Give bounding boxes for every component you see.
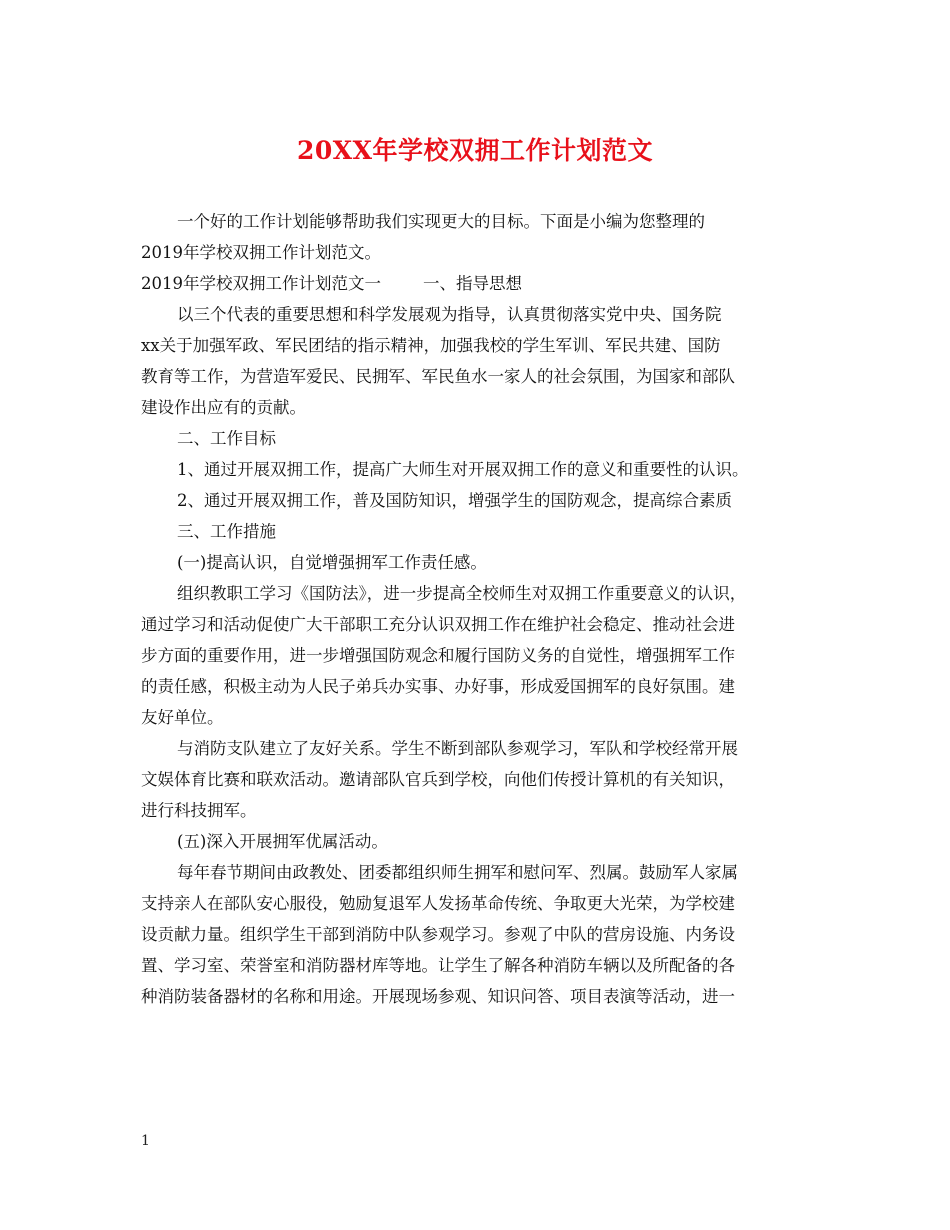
document-body: [141, 206, 813, 1012]
paragraph-line: 步方面的重要作用，进一步增强国防观念和履行国防义务的自觉性，增强拥军工作: [141, 646, 735, 665]
paragraph-line: 通过学习和活动促使广大干部职工充分认识双拥工作在维护社会稳定、推动社会进: [141, 615, 735, 634]
paragraph-line: 种消防装备器材的名称和用途。开展现场参观、知识问答、项目表演等活动，进一: [141, 987, 735, 1006]
paragraph-line: 置、学习室、荣誉室和消防器材库等地。让学生了解各种消防车辆以及所配备的各: [141, 956, 735, 975]
paragraph-line: 教育等工作，为营造军爱民、民拥军、军民鱼水一家人的社会氛围，为国家和部队: [141, 367, 735, 386]
sub-heading: (五)深入开展拥军优属活动。: [177, 832, 388, 851]
section-heading: 三、工作措施: [177, 522, 276, 541]
paragraph-line: 文娱体育比赛和联欢活动。邀请部队官兵到学校，向他们传授计算机的有关知识，: [141, 770, 735, 789]
paragraph-line: 每年春节期间由政教处、团委都组织师生拥军和慰问军、烈属。鼓励军人家属: [177, 863, 738, 882]
paragraph-line: 支持亲人在部队安心服役，勉励复退军人发扬革命传统、争取更大光荣，为学校建: [141, 894, 735, 913]
paragraph-line: xx关于加强军政、军民团结的指示精神，加强我校的学生军训、军民共建、国防: [141, 336, 721, 355]
paragraph-line: 建设作出应有的贡献。: [141, 398, 306, 417]
sub-heading: (一)提高认识，自觉增强拥军工作责任感。: [177, 553, 487, 572]
page-number: 1: [141, 1133, 150, 1149]
paragraph-line: 的责任感，积极主动为人民子弟兵办实事、办好事，形成爱国拥军的良好氛围。建: [141, 677, 735, 696]
paragraph-line: 以三个代表的重要思想和科学发展观为指导，认真贯彻落实党中央、国务院: [177, 305, 722, 324]
section-heading: 2019年学校双拥工作计划范文一: [141, 274, 381, 293]
paragraph-line: 2019年学校双拥工作计划范文。: [141, 243, 381, 262]
paragraph-line: 与消防支队建立了友好关系。学生不断到部队参观学习，军队和学校经常开展: [177, 739, 738, 758]
section-heading: 一、指导思想: [423, 274, 522, 293]
paragraph-line: [141, 268, 813, 299]
paragraph-line: 组织教职工学习《国防法》，进一步提高全校师生对双拥工作重要意义的认识，: [177, 584, 747, 603]
paragraph-line: 1、通过开展双拥工作，提高广大师生对开展双拥工作的意义和重要性的认识。: [177, 460, 749, 479]
paragraph-line: 2、通过开展双拥工作，普及国防知识，增强学生的国防观念，提高综合素质: [177, 491, 732, 510]
paragraph-line: 友好单位。: [141, 708, 224, 727]
paragraph-line: 进行科技拥军。: [141, 801, 257, 820]
section-heading: 二、工作目标: [177, 429, 276, 448]
paragraph-line: 设贡献力量。组织学生干部到消防中队参观学习。参观了中队的营房设施、内务设: [141, 925, 735, 944]
document-title: 20XX年学校双拥工作计划范文: [296, 136, 654, 165]
paragraph-line: 一个好的工作计划能够帮助我们实现更大的目标。下面是小编为您整理的: [177, 212, 705, 231]
